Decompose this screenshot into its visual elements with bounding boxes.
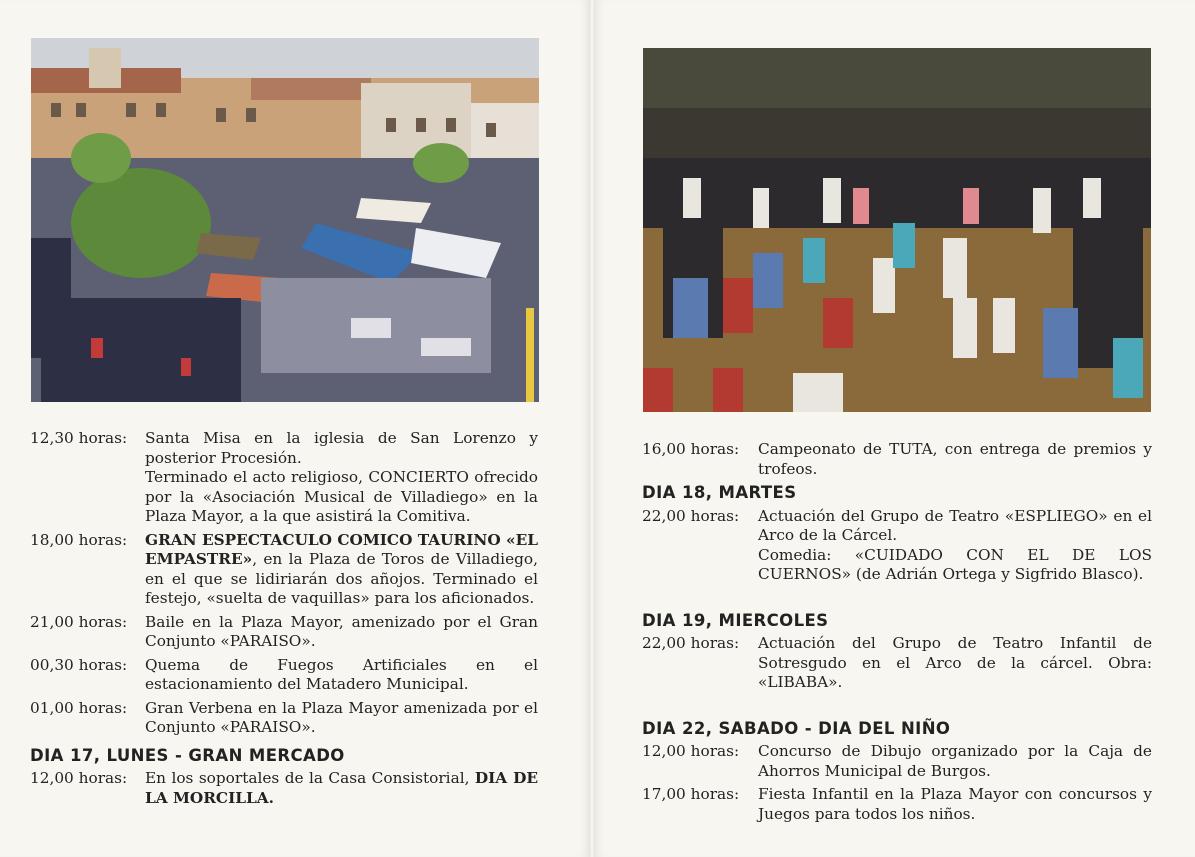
entry-text: Actuación del Grupo de Teatro Infantil de Sotresgudo en el Arco de la cárcel. Obra: «LIBABA». (758, 634, 1152, 691)
entry-time: 01,00 horas: (30, 698, 128, 717)
entry-text: Concurso de Dibujo organizado por la Caja de Ahorros Municipal de Burgos. (758, 742, 1152, 780)
day-heading: DIA 18, MARTES (642, 483, 797, 502)
schedule-entry (642, 546, 1152, 585)
entry-time: 12,30 horas: (30, 429, 128, 447)
entry-text: Santa Misa en la iglesia de San Lorenzo y posterior Procesión. (145, 429, 538, 467)
entry-text: Quema de Fuegos Artificiales en el estacionamiento del Matadero Municipal. (145, 655, 538, 693)
entry-text: Campeonato de TUTA, con entrega de premios y trofeos. (758, 440, 1152, 478)
schedule-entry (30, 429, 538, 468)
entry-time: 21,00 horas: (30, 612, 128, 631)
day-heading: DIA 17, LUNES - GRAN MERCADO (30, 745, 345, 765)
entry-bold-text: DIA DE LA MORCILLA. (145, 769, 539, 807)
schedule-entry (30, 468, 538, 527)
entry-time: 00,30 horas: (30, 655, 128, 674)
dance-crowd-photo (643, 48, 1151, 412)
entry-text: Fiesta Infantil en la Plaza Mayor con concursos y Juegos para todos los niños. (758, 785, 1152, 823)
entry-time (642, 546, 758, 585)
right-page (594, 0, 1195, 857)
entry-text: Comedia: «CUIDADO CON EL DE LOS CUERNOS» (de Adrián Ortega y Sigfrido Blasco). (758, 545, 1152, 583)
schedule-entry (30, 769, 538, 808)
entry-text (145, 531, 538, 609)
entry-time: 12,00 horas: (642, 742, 740, 760)
day-heading: DIA 19, MIERCOLES (642, 610, 829, 630)
entry-time: 12,00 horas: (30, 769, 128, 787)
entry-text: Gran Verbena en la Plaza Mayor amenizada por el Conjunto «PARAISO». (145, 698, 538, 736)
schedule-entry (30, 613, 538, 652)
entry-text: Terminado el acto religioso, CONCIERTO ofrecido por la «Asociación Musical de Villadiego» en la Plaza Mayor, a la que asistirá la Comitiva. (145, 468, 538, 525)
entry-rest-text: , en la Plaza de Toros de Villadiego, en el que se lidiriarán dos añojos. Terminado el festejo, «suelta de vaquillas» para los aficionados. (145, 550, 538, 607)
entry-time: 16,00 horas: (642, 440, 740, 458)
entry-time: 17,00 horas: (642, 785, 740, 803)
schedule-entry (642, 507, 1152, 546)
entry-time: 22,00 horas: (642, 634, 740, 652)
spacer (642, 589, 1152, 603)
entry-text (145, 769, 538, 808)
schedule-entry (30, 656, 538, 695)
schedule-entry (642, 440, 1152, 479)
left-schedule (30, 429, 538, 812)
day-heading: DIA 22, SABADO - DIA DEL NIÑO (642, 718, 951, 738)
entry-time (30, 468, 145, 527)
entry-bold-text: GRAN ESPECTACULO COMICO TAURINO «EL EMPASTRE» (145, 530, 538, 568)
schedule-entry (642, 742, 1152, 781)
entry-time: 22,00 horas: (642, 506, 740, 525)
left-page (0, 0, 590, 857)
schedule-entry (642, 785, 1152, 824)
entry-rest-text: En los soportales de la Casa Consistorial, (145, 769, 475, 787)
plaza-market-photo (31, 38, 539, 402)
schedule-entry (30, 699, 538, 738)
right-schedule (642, 440, 1152, 828)
entry-time: 18,00 horas: (30, 530, 128, 549)
spacer (642, 697, 1152, 711)
entry-text: Baile en la Plaza Mayor, amenizado por el Gran Conjunto «PARAISO». (145, 612, 538, 650)
schedule-entry (30, 531, 538, 609)
schedule-entry (642, 634, 1152, 693)
entry-text: Actuación del Grupo de Teatro «ESPLIEGO» en el Arco de la Cárcel. (758, 506, 1152, 544)
